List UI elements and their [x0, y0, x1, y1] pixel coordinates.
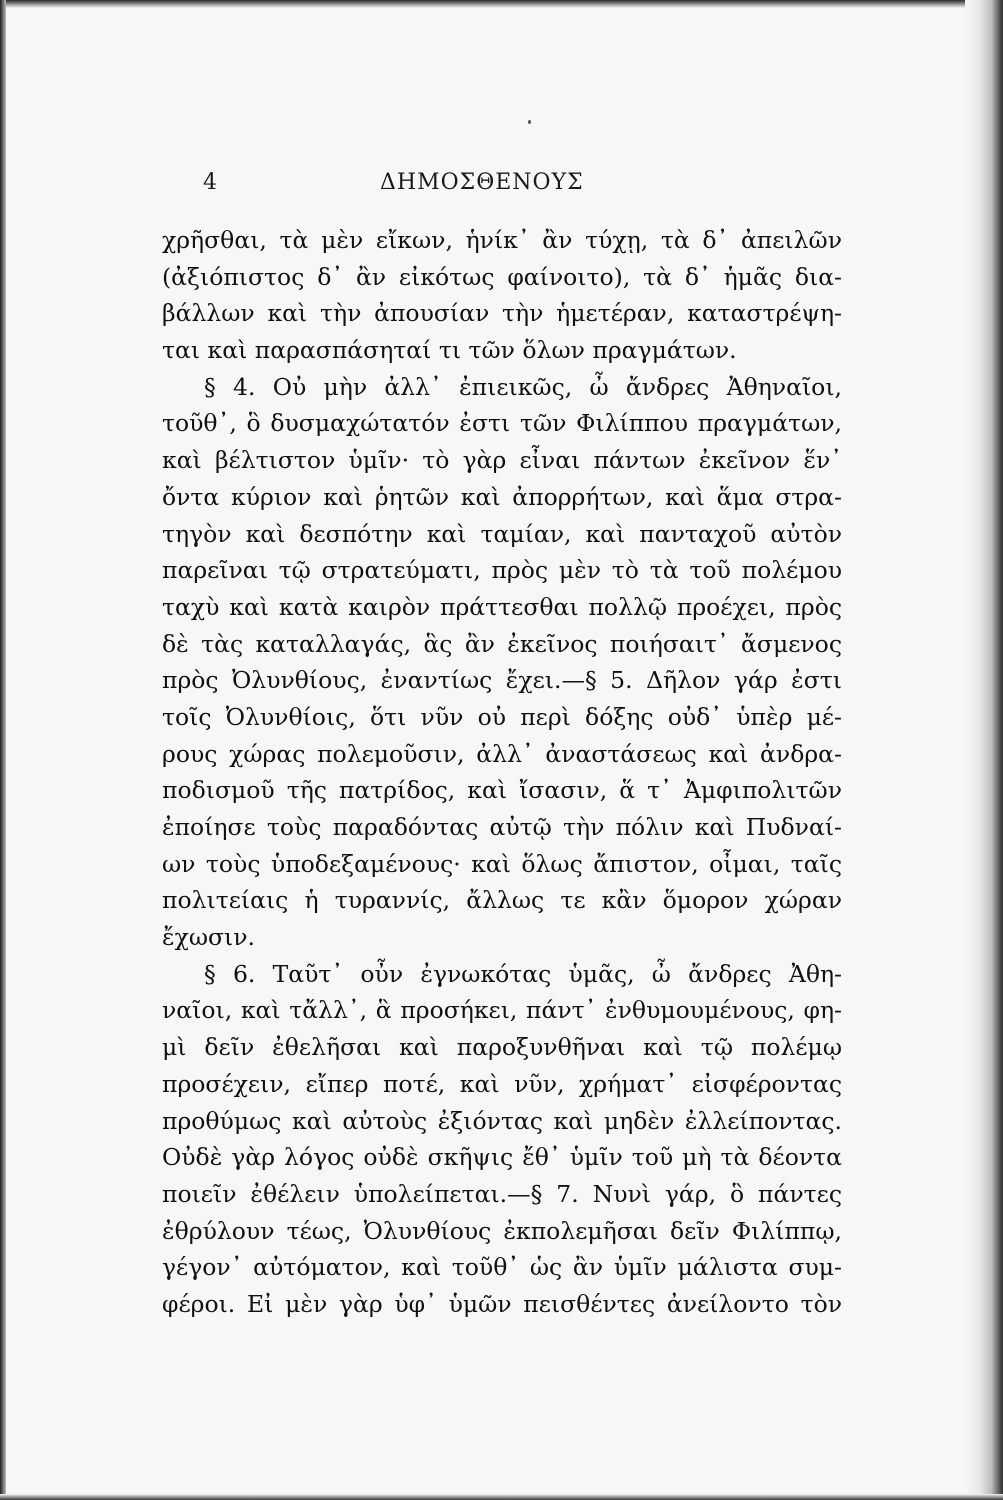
text-line: παρεῖναι τῷ στρατεύματι, πρὸς μὲν τὸ τὰ τοῦ πολέμου [162, 556, 842, 585]
text-line: ποιεῖν ἐθέλειν ὑπολείπεται.—§ 7. Νυνὶ γάρ, ὃ πάντες [162, 1179, 842, 1208]
text-line: ὄντα κύριον καὶ ῥητῶν καὶ ἀπορρήτων, καὶ ἅμα στρα- [162, 482, 842, 511]
text-line: μὶ δεῖν ἐθελῆσαι καὶ παροξυνθῆναι καὶ τῷ πολέμῳ [162, 1033, 842, 1062]
text-line: χρῆσθαι, τὰ μὲν εἴκων, ἡνίκ᾽ ἂν τύχῃ, τὰ δ᾽ ἀπειλῶν [162, 226, 842, 254]
body-text [162, 222, 842, 1323]
text-line: δὲ τὰς καταλλαγάς, ἃς ἂν ἐκεῖνος ποιήσαιτ᾽ ἄσμενος [162, 629, 842, 658]
text-line: φέροι. Εἰ μὲν γὰρ ὑφ᾽ ὑμῶν πεισθέντες ἀνείλοντο τὸν [162, 1289, 842, 1318]
text-line: ἐθρύλουν τέως, Ὀλυνθίους ἐκπολεμῆσαι δεῖν Φιλίππῳ, [162, 1216, 842, 1245]
scan-edge-top [0, 0, 1003, 8]
text-line: ρους χώρας πολεμοῦσιν, ἀλλ᾽ ἀναστάσεως καὶ ἀνδρα- [162, 739, 842, 768]
text-line: (ἀξιόπιστος δ᾽ ἂν εἰκότως φαίνοιτο), τὰ δ᾽ ἡμᾶς δια- [162, 262, 842, 291]
scan-edge-bottom [0, 1494, 1003, 1500]
text-line: § 4. Οὐ μὴν ἀλλ᾽ ἐπιεικῶς, ὦ ἄνδρες Ἀθηναῖοι, [204, 372, 842, 401]
text-line: § 6. Ταῦτ᾽ οὖν ἐγνωκότας ὑμᾶς, ὦ ἄνδρες Ἀθη- [204, 959, 842, 988]
text-line: ποδισμοῦ τῆς πατρίδος, καὶ ἴσασιν, ἅ τ᾽ Ἀμφιπολιτῶν [162, 776, 842, 805]
text-line: ναῖοι, καὶ τἄλλ᾽, ἃ προσήκει, πάντ᾽ ἐνθυμουμένους, φη- [162, 996, 842, 1025]
text-line: Οὐδὲ γὰρ λόγος οὐδὲ σκῆψις ἔθ᾽ ὑμῖν τοῦ μὴ τὰ δέοντα [162, 1143, 842, 1172]
page-number: 4 [203, 170, 217, 195]
text-line: πολιτείαις ἡ τυραννίς, ἄλλως τε κἂν ὅμορον χώραν [162, 886, 842, 915]
scan-speck [528, 120, 531, 124]
text-line: γέγον᾽ αὐτόματον, καὶ τοῦθ᾽ ὡς ἂν ὑμῖν μάλιστα συμ- [162, 1253, 842, 1282]
scan-edge-left [0, 0, 6, 1500]
text-line: ταχὺ καὶ κατὰ καιρὸν πράττεσθαι πολλῷ προέχει, πρὸς [162, 592, 842, 621]
text-line: ἔχωσιν. [162, 923, 256, 952]
scan-edge-right [965, 0, 1003, 1500]
text-line: ἐποίησε τοὺς παραδόντας αὐτῷ τὴν πόλιν καὶ Πυδναί- [162, 813, 842, 841]
text-line: καὶ βέλτιστον ὑμῖν· τὸ γὰρ εἶναι πάντων ἐκεῖνον ἕν᾽ [162, 446, 842, 475]
text-line: τηγὸν καὶ δεσπότην καὶ ταμίαν, καὶ πανταχοῦ αὐτὸν [162, 519, 842, 548]
running-title: ΔΗΜΟΣΘΕΝΟΥΣ [380, 170, 584, 195]
text-line: ται καὶ παρασπάσηταί τι τῶν ὅλων πραγμάτων. [162, 336, 737, 365]
text-line: προθύμως καὶ αὐτοὺς ἐξιόντας καὶ μηδὲν ἐλλείποντας. [162, 1106, 842, 1135]
text-line: προσέχειν, εἴπερ ποτέ, καὶ νῦν, χρήματ᾽ εἰσφέροντας [162, 1069, 842, 1098]
text-line: ων τοὺς ὑποδεξαμένους· καὶ ὅλως ἄπιστον, οἶμαι, ταῖς [162, 849, 842, 878]
text-line: τοῦθ᾽, ὃ δυσμαχώτατόν ἐστι τῶν Φιλίππου πραγμάτων, [162, 409, 842, 438]
text-line: βάλλων καὶ τὴν ἀπουσίαν τὴν ἡμετέραν, καταστρέψη- [162, 299, 842, 328]
text-line: πρὸς Ὀλυνθίους, ἐναντίως ἔχει.—§ 5. Δῆλον γάρ ἐστι [162, 666, 842, 695]
text-line: τοῖς Ὀλυνθίοις, ὅτι νῦν οὐ περὶ δόξης οὐδ᾽ ὑπὲρ μέ- [162, 702, 842, 731]
